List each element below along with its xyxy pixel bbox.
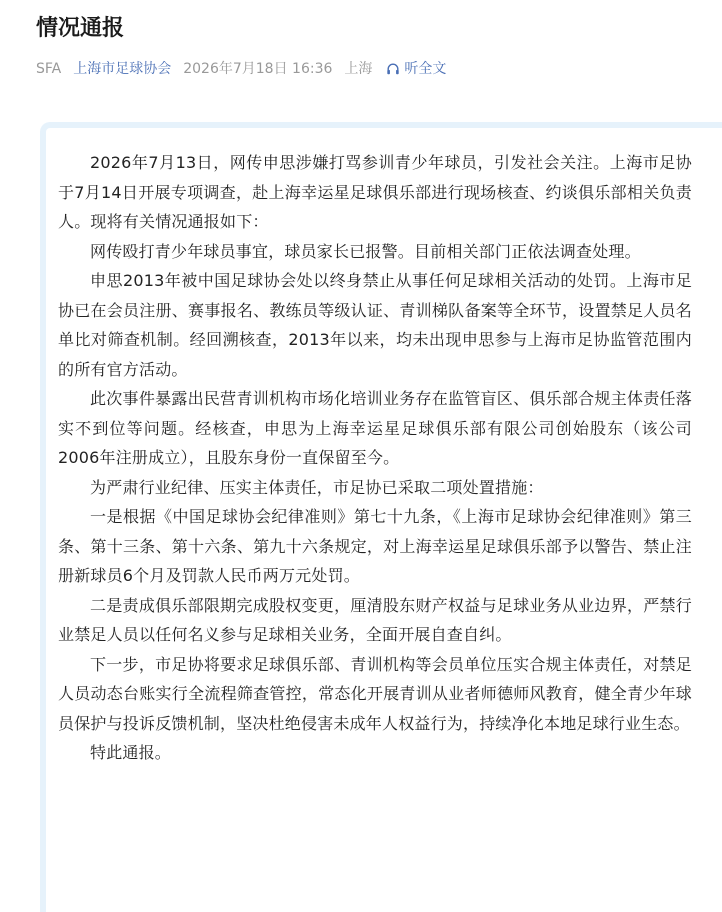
headphones-icon xyxy=(386,62,400,76)
listen-label: 听全文 xyxy=(404,61,447,77)
publisher-link[interactable]: 上海市足球协会 xyxy=(73,61,172,77)
location-label: 上海 xyxy=(344,61,373,77)
paragraph: 二是责成俱乐部限期完成股权变更，厘清股东财产权益与足球业务从业边界，严禁行业禁足人员以任何名义参与足球相关业务，全面开展自查自纠。 xyxy=(58,595,692,644)
article-meta xyxy=(36,58,446,80)
paragraph: 特此通报。 xyxy=(90,743,172,762)
paragraph: 一是根据《中国足球协会纪律准则》第七十九条，《上海市足球协会纪律准则》第三条、第十三条、第十六条、第九十六条规定，对上海幸运星足球俱乐部予以警告、禁止注册新球员6个月及罚款人民币两万元处罚。 xyxy=(58,507,692,585)
source-label: SFA xyxy=(36,61,62,77)
paragraph: 下一步，市足协将要求足球俱乐部、青训机构等会员单位压实合规主体责任，对禁足人员动态台账实行全流程筛查管控，常态化开展青训从业者师德师风教育，健全青少年球员保护与投诉反馈机制，坚决杜绝侵害未成年人权益行为，持续净化本地足球行业生态。 xyxy=(58,654,692,733)
article-title: 情况通报 xyxy=(36,16,125,41)
publish-datetime: 2026年7月18日 16:36 xyxy=(183,61,333,77)
paragraph: 2026年7月13日，网传申思涉嫌打骂参训青少年球员，引发社会关注。上海市足协于7月14日开展专项调查，赴上海幸运星足球俱乐部进行现场核查、约谈俱乐部相关负责人。现将有关情况通报如下： xyxy=(58,153,692,231)
paragraph: 网传殴打青少年球员事宜，球员家长已报警。目前相关部门正依法调查处理。 xyxy=(90,241,641,261)
paragraph: 此次事件暴露出民营青训机构市场化培训业务存在监管盲区、俱乐部合规主体责任落实不到位等问题。经核查，申思为上海幸运星足球俱乐部有限公司创始股东（该公司2006年注册成立），且股东身份一直保留至今。 xyxy=(58,389,692,467)
paragraph: 申思2013年被中国足球协会处以终身禁止从事任何足球相关活动的处罚。上海市足协已在会员注册、赛事报名、教练员等级认证、青训梯队备案等全环节，设置禁足人员名单比对筛查机制。经回溯核查，2013年以来，均未出现申思参与上海市足协监管范围内的所有官方活动。 xyxy=(58,271,692,379)
listen-button[interactable] xyxy=(386,58,446,80)
paragraph: 为严肃行业纪律、压实主体责任，市足协已采取二项处置措施： xyxy=(90,477,544,497)
article-body xyxy=(58,148,692,768)
